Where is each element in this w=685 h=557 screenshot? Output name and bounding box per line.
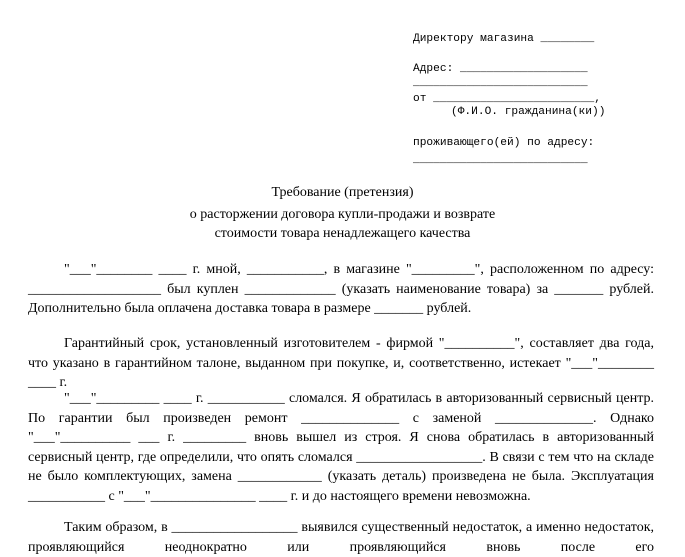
title-line-1: Требование (претензия) bbox=[271, 185, 414, 200]
paragraph-conclusion: Таким образом, в __________________ выявился существенный недостаток, а именно недостаток, проявляющийся неоднократно или проявляющийся вновь после его bbox=[28, 520, 654, 555]
paragraph-warranty: Гарантийный срок, установленный изготовителем - фирмой "__________", составляет два года, что указано в гарантийном талоне, выданном при покупке, и, соответственно, истекает "___"________ ____ г. bbox=[28, 336, 654, 390]
director-line: Директору магазина ________ bbox=[413, 33, 595, 45]
residing-line: проживающего(ей) по адресу: bbox=[413, 137, 595, 149]
title-line-3: стоимости товара ненадлежащего качества bbox=[214, 226, 471, 241]
address-continuation-line: __________________________ bbox=[413, 77, 588, 89]
fio-caption: (Ф.И.О. гражданина(ки)) bbox=[451, 106, 606, 118]
paragraph-breakdown: "___"_________ ____ г. ___________ сломался. Я обратилась в авторизованный сервисный центр. По гарантии был произведен ремонт ______________ с заменой ______________. Однако "___"__________ ___ г. _________ вновь вышел из строя. Я снова обратилась в авторизованный сервисный центр, где определили, что опять сломался __________________. В связи с тем что на складе не было комплектующих, замена ____________ (указать деталь) произведена не была. Эксплуатация ___________ с "___"_______________ ____ г. и до настоящего времени невозможна. bbox=[28, 391, 654, 504]
title-line-2: о расторжении договора купли-продажи и возврате bbox=[189, 207, 496, 222]
residing-address-line: __________________________ bbox=[413, 154, 588, 166]
address-line: Адрес: ___________________ bbox=[413, 63, 588, 75]
from-line: от ________________________, bbox=[413, 93, 601, 105]
paragraph-purchase: "___"________ ____ г. мной, ___________, в магазине "_________", расположенном по адресу: ___________________ был куплен _____________ (указать наименование товара) за _______ рублей. Дополнительно была оплачена доставка товара в размере _______ рублей. bbox=[28, 262, 654, 316]
